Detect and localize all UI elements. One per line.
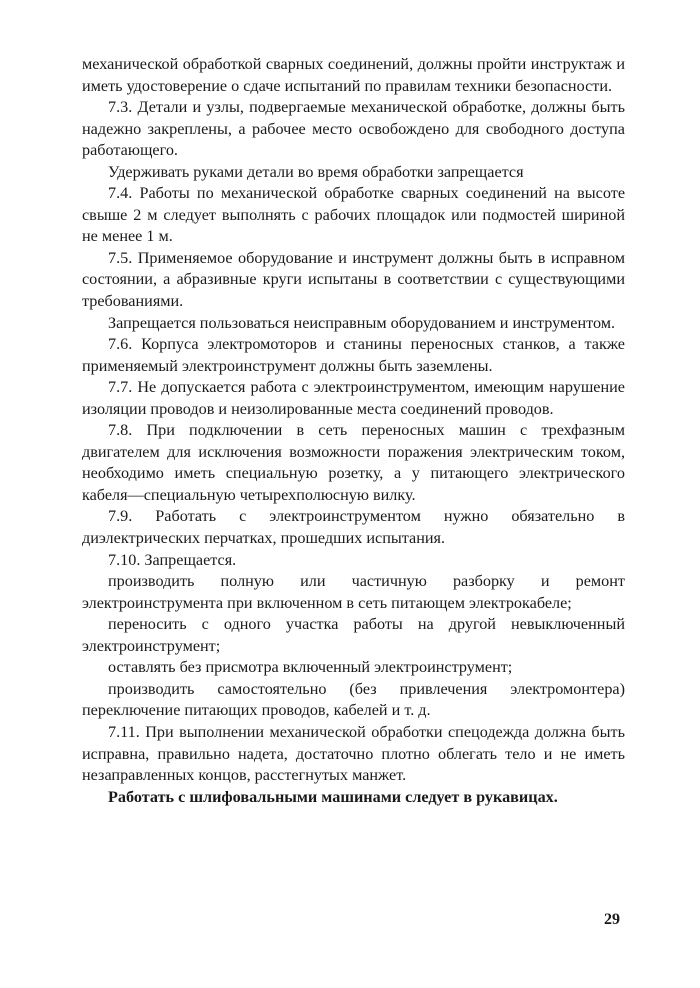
paragraph-7-10: 7.10. Запрещается. bbox=[108, 550, 237, 569]
paragraph-7-4: 7.4. Работы по механической обработке сварных соединений на высоте свыше 2 м следует выполнять с рабочих площадок или подмостей шириной не менее 1 м. bbox=[82, 184, 625, 246]
page-number: 29 bbox=[604, 911, 620, 928]
list-item-disassembly: производить полную или частичную разборку и ремонт электроинструмента при включенном в сеть питающем электрокабеле; bbox=[82, 572, 625, 612]
paragraph-7-8: 7.8. При подключении в сеть переносных машин с трехфазным двигателем для исключения возможности поражения электрическим током, необходимо иметь специальную розетку, а у питающего электрического кабеля—специальную четырехполюсную вилку. bbox=[82, 421, 625, 504]
paragraph-7-5-prohibition: Запрещается пользоваться неисправным оборудованием и инструментом. bbox=[108, 313, 616, 332]
paragraph-7-9: 7.9. Работать с электроинструментом нужно обязательно в диэлектрических перчатках, прошедших испытания. bbox=[82, 507, 625, 548]
list-item-unattended: оставлять без присмотра включенный электроинструмент; bbox=[108, 658, 513, 677]
paragraph-7-11: 7.11. При выполнении механической обработки спецодежда должна быть исправна, правильно надета, достаточно плотно облегать тело и не иметь незаправленных концов, расстегнутых манжет. bbox=[82, 722, 625, 785]
paragraph-7-3: 7.3. Детали и узлы, подвергаемые механической обработке, должны быть надежно закреплены, а рабочее место освобождено для свободного доступа работающего. bbox=[82, 98, 625, 160]
list-item-switching: производить самостоятельно (без привлечения электромонтера) переключение питающих проводов, кабелей и т. д. bbox=[82, 679, 625, 720]
paragraph-7-6: 7.6. Корпуса электромоторов и станины переносных станков, а также применяемый электроинструмент должны быть заземлены. bbox=[82, 335, 625, 375]
paragraph-intro-continuation: механической обработкой сварных соединений, должны пройти инструктаж и иметь удостоверение о сдаче испытаний по правилам техники безопасности. bbox=[82, 55, 625, 95]
body-text bbox=[82, 54, 625, 808]
paragraph-gloves-requirement: Работать с шлифовальными машинами следует в рукавицах. bbox=[108, 787, 558, 806]
paragraph-7-3-prohibition: Удерживать руками детали во время обработки запрещается bbox=[108, 162, 524, 181]
list-item-carrying: переносить с одного участка работы на другой невыключенный электроинструмент; bbox=[82, 615, 625, 655]
paragraph-7-5: 7.5. Применяемое оборудование и инструмент должны быть в исправном состоянии, а абразивные круги испытаны в соответствии с существующими требованиями. bbox=[82, 248, 625, 311]
paragraph-7-7: 7.7. Не допускается работа с электроинструментом, имеющим нарушение изоляции проводов и неизолированные места соединений проводов. bbox=[82, 378, 625, 418]
